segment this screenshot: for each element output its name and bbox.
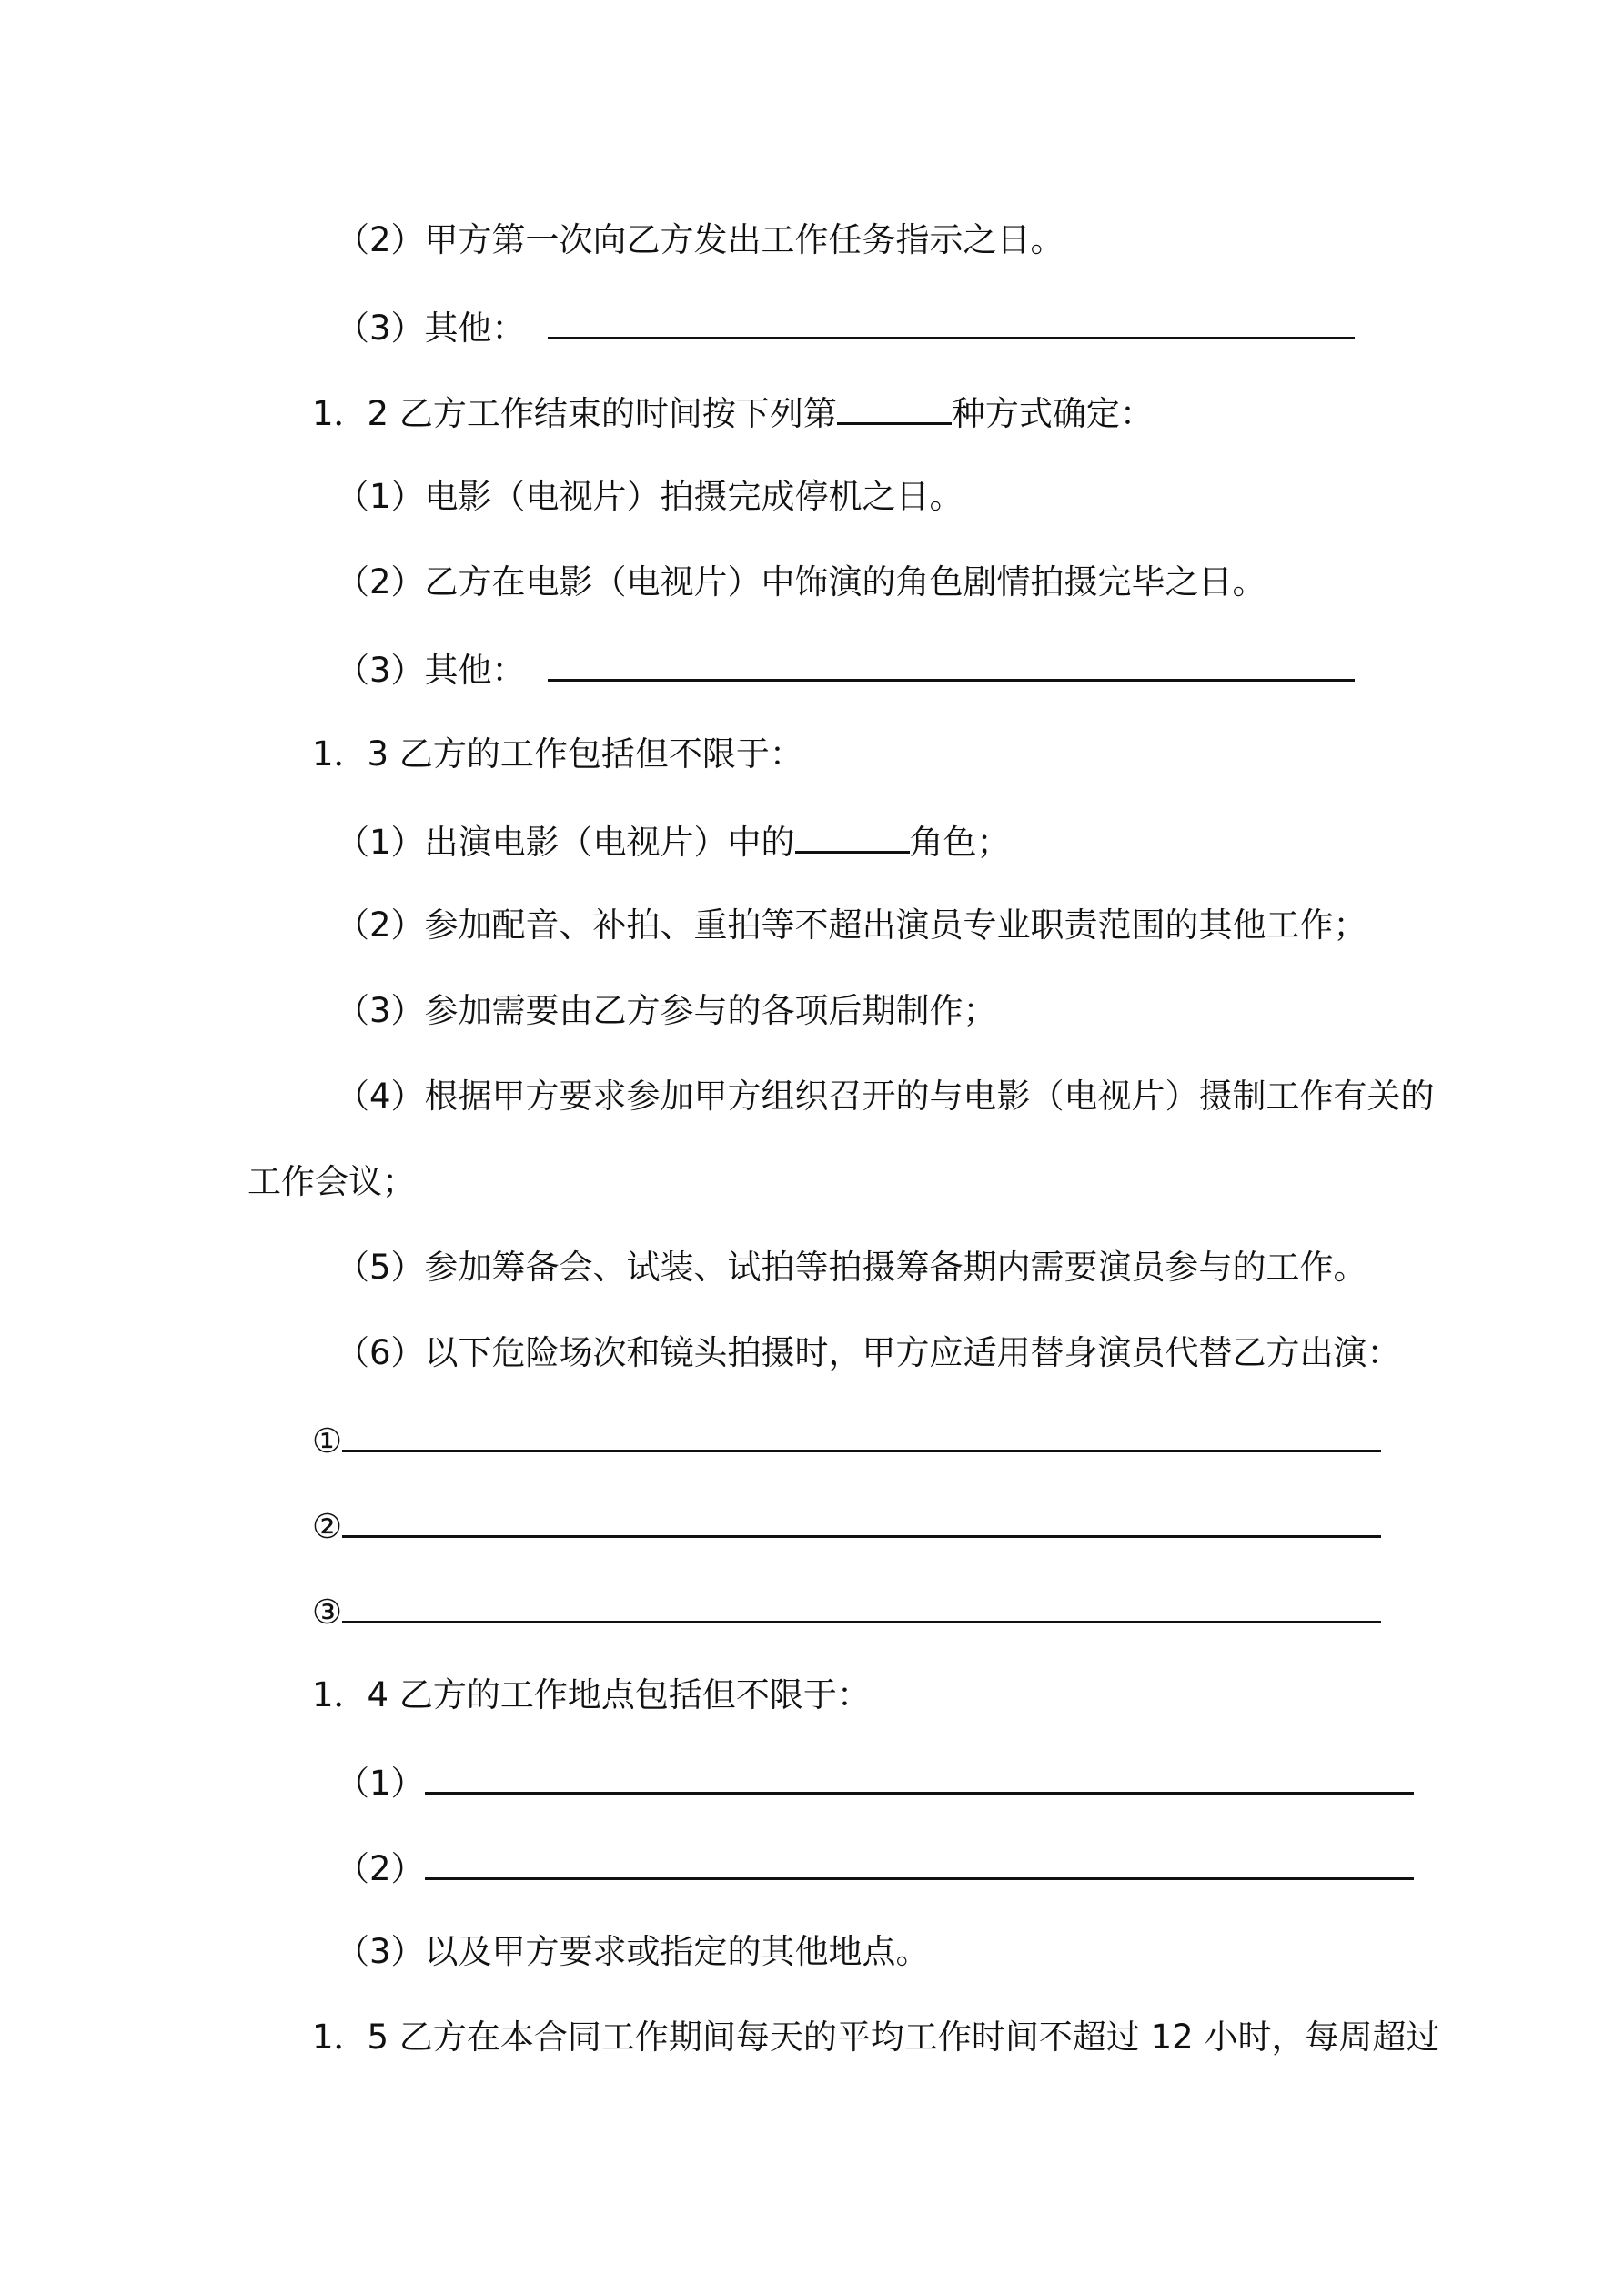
clause-1-4-item-2 (336, 1845, 1414, 1888)
clause-1-3-item-4-cont (247, 1160, 416, 1204)
stunt-scene-3 (312, 1588, 1381, 1632)
clause-1-3-item-6 (336, 1331, 1401, 1375)
text: （3）以及甲方要求或指定的其他地点。 (336, 1932, 930, 1971)
clause-1-3-item-3 (336, 989, 997, 1033)
fill-blank[interactable] (548, 646, 1355, 682)
clause-1-3-item-2 (336, 904, 1367, 947)
fill-blank[interactable] (342, 1417, 1381, 1452)
text: 工作会议； (247, 1162, 416, 1201)
text: （1） (336, 1764, 425, 1803)
text: （1）电影（电视片）拍摄完成停机之日。 (336, 477, 963, 516)
fill-blank[interactable] (837, 389, 952, 425)
fill-blank[interactable] (342, 1502, 1381, 1538)
text: （2）乙方在电影（电视片）中饰演的角色剧情拍摄完毕之日。 (336, 562, 1266, 602)
text: （2） (336, 1849, 425, 1888)
clause-1-3-item-4 (336, 1075, 1435, 1118)
fill-blank[interactable] (425, 1759, 1414, 1795)
text: ③ (312, 1593, 343, 1632)
text: （3）参加需要由乙方参与的各项后期制作； (336, 991, 997, 1030)
text: （3）其他： (336, 308, 526, 348)
text: （6）以下危险场次和镜头拍摄时，甲方应适用替身演员代替乙方出演： (336, 1333, 1401, 1372)
clause-1-1-item-3 (336, 304, 1355, 348)
clause-1-1-item-2 (336, 218, 1064, 262)
stunt-scene-1 (312, 1417, 1381, 1461)
text: （4）根据甲方要求参加甲方组织召开的与电影（电视片）摄制工作有关的 (336, 1077, 1435, 1116)
text: 1．4 乙方的工作地点包括但不限于： (312, 1675, 871, 1714)
text: （5）参加筹备会、试装、试拍等拍摄筹备期内需要演员参与的工作。 (336, 1248, 1367, 1287)
text: ② (312, 1507, 343, 1546)
clause-1-5 (312, 2016, 1439, 2059)
clause-1-3 (312, 733, 803, 776)
clause-1-2-item-3 (336, 646, 1355, 690)
fill-blank[interactable] (795, 818, 910, 854)
text: （3）其他： (336, 651, 526, 690)
clause-1-2-item-2 (336, 561, 1266, 604)
text: 1．3 乙方的工作包括但不限于： (312, 734, 803, 774)
text: （1）出演电影（电视片）中的 (336, 823, 795, 862)
clause-1-4-item-3 (336, 1930, 930, 1974)
text: 1．2 乙方工作结束的时间按下列第 (312, 394, 837, 433)
fill-blank[interactable] (425, 1845, 1414, 1880)
clause-1-2-item-1 (336, 475, 963, 519)
text: （2）甲方第一次向乙方发出工作任务指示之日。 (336, 220, 1064, 259)
text: 1．5 乙方在本合同工作期间每天的平均工作时间不超过 12 小时，每周超过 (312, 2018, 1440, 2057)
clause-1-4 (312, 1674, 871, 1717)
clause-1-3-item-5 (336, 1246, 1367, 1290)
stunt-scene-2 (312, 1502, 1381, 1546)
text: ① (312, 1421, 343, 1461)
text: 角色； (909, 823, 1011, 862)
text: （2）参加配音、补拍、重拍等不超出演员专业职责范围的其他工作； (336, 905, 1367, 945)
text: 种方式确定： (951, 394, 1154, 433)
clause-1-2 (312, 389, 1154, 433)
fill-blank[interactable] (548, 304, 1355, 339)
clause-1-3-item-1 (336, 818, 1011, 862)
fill-blank[interactable] (342, 1588, 1381, 1623)
clause-1-4-item-1 (336, 1759, 1414, 1803)
